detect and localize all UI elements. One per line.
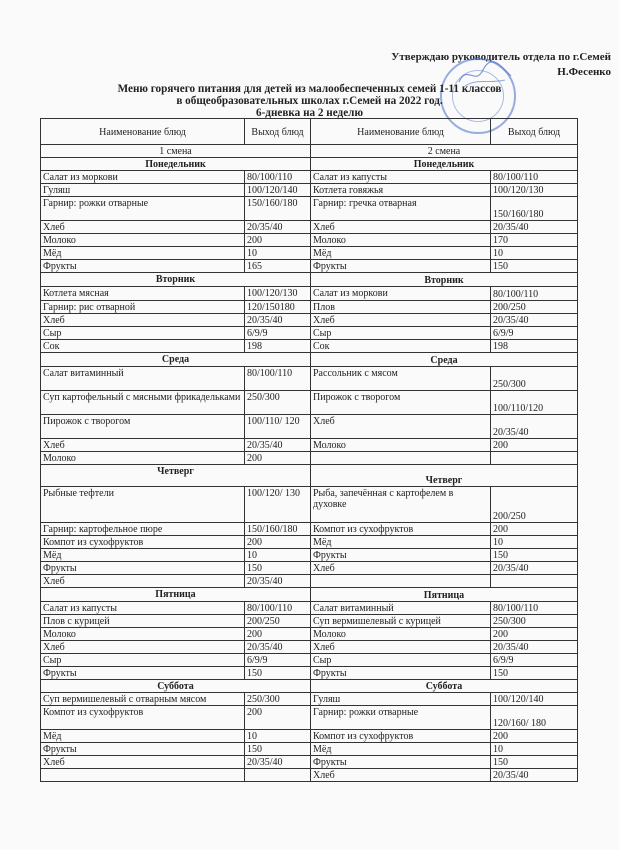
dish-output: 165 xyxy=(245,260,311,273)
dish-output: 6/9/9 xyxy=(491,654,578,667)
table-row xyxy=(41,340,578,353)
header-output-2: Выход блюд xyxy=(491,119,578,145)
day-header-shift-2-wednesday: Среда xyxy=(311,353,578,367)
dish-name: Сок xyxy=(311,340,491,353)
dish-name: Фрукты xyxy=(311,667,491,680)
dish-name: Салат витаминный xyxy=(41,367,245,391)
dish-name: Мёд xyxy=(41,549,245,562)
shift-1-label: 1 смена xyxy=(41,145,311,158)
table-row xyxy=(41,234,578,247)
dish-output: 100/110/ 120 xyxy=(245,415,311,439)
dish-name: Гарнир: картофельное пюре xyxy=(41,523,245,536)
empty-cell xyxy=(311,575,491,588)
dish-output: 200 xyxy=(491,439,578,452)
dish-name: Молоко xyxy=(41,234,245,247)
dish-name: Гарнир: гречка отварная xyxy=(311,197,491,221)
table-row xyxy=(41,523,578,536)
dish-name: Хлеб xyxy=(41,314,245,327)
dish-output: 80/100/110 xyxy=(245,602,311,615)
dish-output: 120/160/ 180 xyxy=(491,706,578,730)
dish-output: 80/100/110 xyxy=(245,171,311,184)
dish-name: Котлета мясная xyxy=(41,287,245,301)
day-header-shift-1-thursday: Четверг xyxy=(41,465,311,487)
dish-output: 20/35/40 xyxy=(491,415,578,439)
table-row xyxy=(41,562,578,575)
dish-name: Фрукты xyxy=(311,756,491,769)
dish-name: Рыба, запечённая с картофелем в духовке xyxy=(311,487,491,523)
table-row xyxy=(41,415,578,439)
dish-output: 80/100/110 xyxy=(491,287,578,301)
dish-output: 10 xyxy=(491,536,578,549)
dish-name: Хлеб xyxy=(311,415,491,439)
empty-cell xyxy=(41,769,245,782)
dish-output: 120/150180 xyxy=(245,301,311,314)
dish-name: Котлета говяжья xyxy=(311,184,491,197)
table-row xyxy=(41,730,578,743)
dish-output: 100/120/140 xyxy=(491,693,578,706)
dish-name: Хлеб xyxy=(41,221,245,234)
empty-cell xyxy=(491,452,578,465)
day-header-shift-2-thursday: Четверг xyxy=(311,465,578,487)
dish-name: Компот из сухофруктов xyxy=(41,536,245,549)
dish-output: 200 xyxy=(491,730,578,743)
shift-2-label: 2 смена xyxy=(311,145,578,158)
dish-output: 150/160/180 xyxy=(491,197,578,221)
dish-name: Молоко xyxy=(311,234,491,247)
dish-name: Фрукты xyxy=(41,743,245,756)
dish-output: 200 xyxy=(245,452,311,465)
dish-name: Мёд xyxy=(311,536,491,549)
day-header-shift-2-friday: Пятница xyxy=(311,588,578,602)
menu-title-line-1: Меню горячего питания для детей из малообеспеченных семей 1-11 классов xyxy=(117,83,502,95)
dish-name: Сыр xyxy=(41,654,245,667)
dish-name: Мёд xyxy=(311,743,491,756)
dish-output: 20/35/40 xyxy=(491,641,578,654)
dish-name: Фрукты xyxy=(41,562,245,575)
dish-output: 20/35/40 xyxy=(245,641,311,654)
dish-name: Молоко xyxy=(41,628,245,641)
dish-output: 200 xyxy=(245,628,311,641)
dish-name: Сыр xyxy=(41,327,245,340)
dish-name: Салат из моркови xyxy=(41,171,245,184)
dish-output: 20/35/40 xyxy=(245,314,311,327)
dish-name: Компот из сухофруктов xyxy=(311,730,491,743)
dish-name: Компот из сухофруктов xyxy=(311,523,491,536)
table-row xyxy=(41,327,578,340)
dish-output: 250/300 xyxy=(245,391,311,415)
dish-output: 20/35/40 xyxy=(491,562,578,575)
day-header-shift-1-monday: Понедельник xyxy=(41,158,311,171)
day-header-shift-1-friday: Пятница xyxy=(41,588,311,602)
table-row xyxy=(41,314,578,327)
dish-name: Фрукты xyxy=(311,549,491,562)
dish-output: 170 xyxy=(491,234,578,247)
dish-output: 6/9/9 xyxy=(245,654,311,667)
dish-output: 10 xyxy=(245,730,311,743)
day-header-shift-1-wednesday: Среда xyxy=(41,353,311,367)
dish-output: 198 xyxy=(245,340,311,353)
dish-output: 150 xyxy=(245,562,311,575)
dish-name: Хлеб xyxy=(41,439,245,452)
dish-output: 100/120/130 xyxy=(245,287,311,301)
dish-name: Хлеб xyxy=(311,314,491,327)
dish-name: Мёд xyxy=(41,247,245,260)
empty-cell xyxy=(245,769,311,782)
table-row xyxy=(41,391,578,415)
dish-name: Гуляш xyxy=(311,693,491,706)
dish-output: 150/160/180 xyxy=(245,197,311,221)
day-header-shift-1-tuesday: Вторник xyxy=(41,273,311,287)
table-row xyxy=(41,487,578,523)
dish-output: 100/110/120 xyxy=(491,391,578,415)
dish-name: Пирожок с творогом xyxy=(311,391,491,415)
dish-output: 100/120/ 130 xyxy=(245,487,311,523)
dish-name: Салат из капусты xyxy=(311,171,491,184)
table-row xyxy=(41,602,578,615)
dish-output: 150 xyxy=(491,756,578,769)
dish-output: 200 xyxy=(245,706,311,730)
dish-name: Хлеб xyxy=(311,769,491,782)
table-row xyxy=(41,439,578,452)
dish-output: 100/120/130 xyxy=(491,184,578,197)
dish-output: 150 xyxy=(491,549,578,562)
menu-title-line-3: 6-дневка на 2 неделю xyxy=(255,107,364,119)
dish-name: Мёд xyxy=(311,247,491,260)
table-row xyxy=(41,260,578,273)
dish-name: Молоко xyxy=(311,628,491,641)
dish-name: Плов xyxy=(311,301,491,314)
dish-output: 10 xyxy=(491,743,578,756)
dish-output: 200 xyxy=(491,628,578,641)
dish-output: 20/35/40 xyxy=(491,314,578,327)
table-row xyxy=(41,247,578,260)
dish-name: Рассольник с мясом xyxy=(311,367,491,391)
dish-output: 100/120/140 xyxy=(245,184,311,197)
dish-output: 10 xyxy=(245,549,311,562)
table-row xyxy=(41,197,578,221)
dish-name: Салат витаминный xyxy=(311,602,491,615)
header-dish-2: Наименование блюд xyxy=(311,119,491,145)
dish-output: 20/35/40 xyxy=(245,756,311,769)
dish-name: Хлеб xyxy=(311,562,491,575)
dish-output: 200/250 xyxy=(491,487,578,523)
dish-output: 150 xyxy=(245,667,311,680)
day-header-shift-1-saturday: Суббота xyxy=(41,680,311,693)
dish-output: 20/35/40 xyxy=(491,769,578,782)
dish-output: 10 xyxy=(245,247,311,260)
table-row xyxy=(41,536,578,549)
dish-output: 20/35/40 xyxy=(245,575,311,588)
dish-name: Сыр xyxy=(311,654,491,667)
dish-output: 80/100/110 xyxy=(491,602,578,615)
dish-output: 6/9/9 xyxy=(245,327,311,340)
dish-output: 250/300 xyxy=(491,367,578,391)
table-row xyxy=(41,693,578,706)
dish-name: Суп вермишелевый с отварным мясом xyxy=(41,693,245,706)
dish-output: 200/250 xyxy=(245,615,311,628)
table-row xyxy=(41,641,578,654)
dish-name: Гарнир: рожки отварные xyxy=(311,706,491,730)
dish-output: 6/9/9 xyxy=(491,327,578,340)
dish-name: Гарнир: рожки отварные xyxy=(41,197,245,221)
dish-name: Плов с курицей xyxy=(41,615,245,628)
approval-line-2: Н.Фесенко xyxy=(557,66,611,78)
table-row xyxy=(41,452,578,465)
table-row xyxy=(41,743,578,756)
dish-name: Хлеб xyxy=(41,575,245,588)
table-row xyxy=(41,287,578,301)
table-row xyxy=(41,301,578,314)
table-row xyxy=(41,221,578,234)
header-dish-1: Наименование блюд xyxy=(41,119,245,145)
table-row xyxy=(41,549,578,562)
dish-name: Пирожок с творогом xyxy=(41,415,245,439)
dish-name: Суп вермишелевый с курицей xyxy=(311,615,491,628)
menu-table xyxy=(40,118,578,782)
dish-name: Рыбные тефтели xyxy=(41,487,245,523)
dish-name: Фрукты xyxy=(41,667,245,680)
table-row xyxy=(41,706,578,730)
table-row xyxy=(41,769,578,782)
day-header-shift-2-monday: Понедельник xyxy=(311,158,578,171)
dish-output: 20/35/40 xyxy=(491,221,578,234)
dish-output: 10 xyxy=(491,247,578,260)
dish-output: 200 xyxy=(491,523,578,536)
table-row xyxy=(41,667,578,680)
dish-name: Молоко xyxy=(311,439,491,452)
dish-output: 150 xyxy=(491,667,578,680)
day-header-shift-2-saturday: Суббота xyxy=(311,680,578,693)
table-row xyxy=(41,367,578,391)
dish-name: Молоко xyxy=(41,452,245,465)
table-row xyxy=(41,615,578,628)
dish-output: 200 xyxy=(245,536,311,549)
dish-name: Фрукты xyxy=(311,260,491,273)
dish-name: Хлеб xyxy=(311,221,491,234)
header-output-1: Выход блюд xyxy=(245,119,311,145)
dish-name: Сыр xyxy=(311,327,491,340)
table-row xyxy=(41,184,578,197)
dish-name: Салат из моркови xyxy=(311,287,491,301)
dish-name: Мёд xyxy=(41,730,245,743)
dish-output: 150 xyxy=(245,743,311,756)
dish-name: Гуляш xyxy=(41,184,245,197)
day-header-shift-2-tuesday: Вторник xyxy=(311,273,578,287)
dish-output: 200/250 xyxy=(491,301,578,314)
table-row xyxy=(41,756,578,769)
dish-output: 80/100/110 xyxy=(245,367,311,391)
approval-line-1: Утверждаю руководитель отдела по г.Семей xyxy=(391,51,611,63)
table-row xyxy=(41,628,578,641)
dish-name: Хлеб xyxy=(311,641,491,654)
dish-output: 198 xyxy=(491,340,578,353)
dish-name: Хлеб xyxy=(41,641,245,654)
dish-output: 20/35/40 xyxy=(245,221,311,234)
dish-output: 250/300 xyxy=(491,615,578,628)
menu-title-line-2: в общеобразовательных школах г.Семей на 2022 год. xyxy=(176,95,443,107)
dish-output: 250/300 xyxy=(245,693,311,706)
table-row xyxy=(41,654,578,667)
dish-output: 150/160/180 xyxy=(245,523,311,536)
dish-output: 150 xyxy=(491,260,578,273)
dish-name: Хлеб xyxy=(41,756,245,769)
dish-name: Гарнир: рис отварной xyxy=(41,301,245,314)
table-row xyxy=(41,171,578,184)
empty-cell xyxy=(491,575,578,588)
dish-name: Сок xyxy=(41,340,245,353)
dish-name: Компот из сухофруктов xyxy=(41,706,245,730)
empty-cell xyxy=(311,452,491,465)
dish-name: Суп картофельный с мясными фрикадельками xyxy=(41,391,245,415)
dish-output: 20/35/40 xyxy=(245,439,311,452)
table-row xyxy=(41,575,578,588)
dish-output: 80/100/110 xyxy=(491,171,578,184)
dish-name: Фрукты xyxy=(41,260,245,273)
dish-output: 200 xyxy=(245,234,311,247)
dish-name: Салат из капусты xyxy=(41,602,245,615)
